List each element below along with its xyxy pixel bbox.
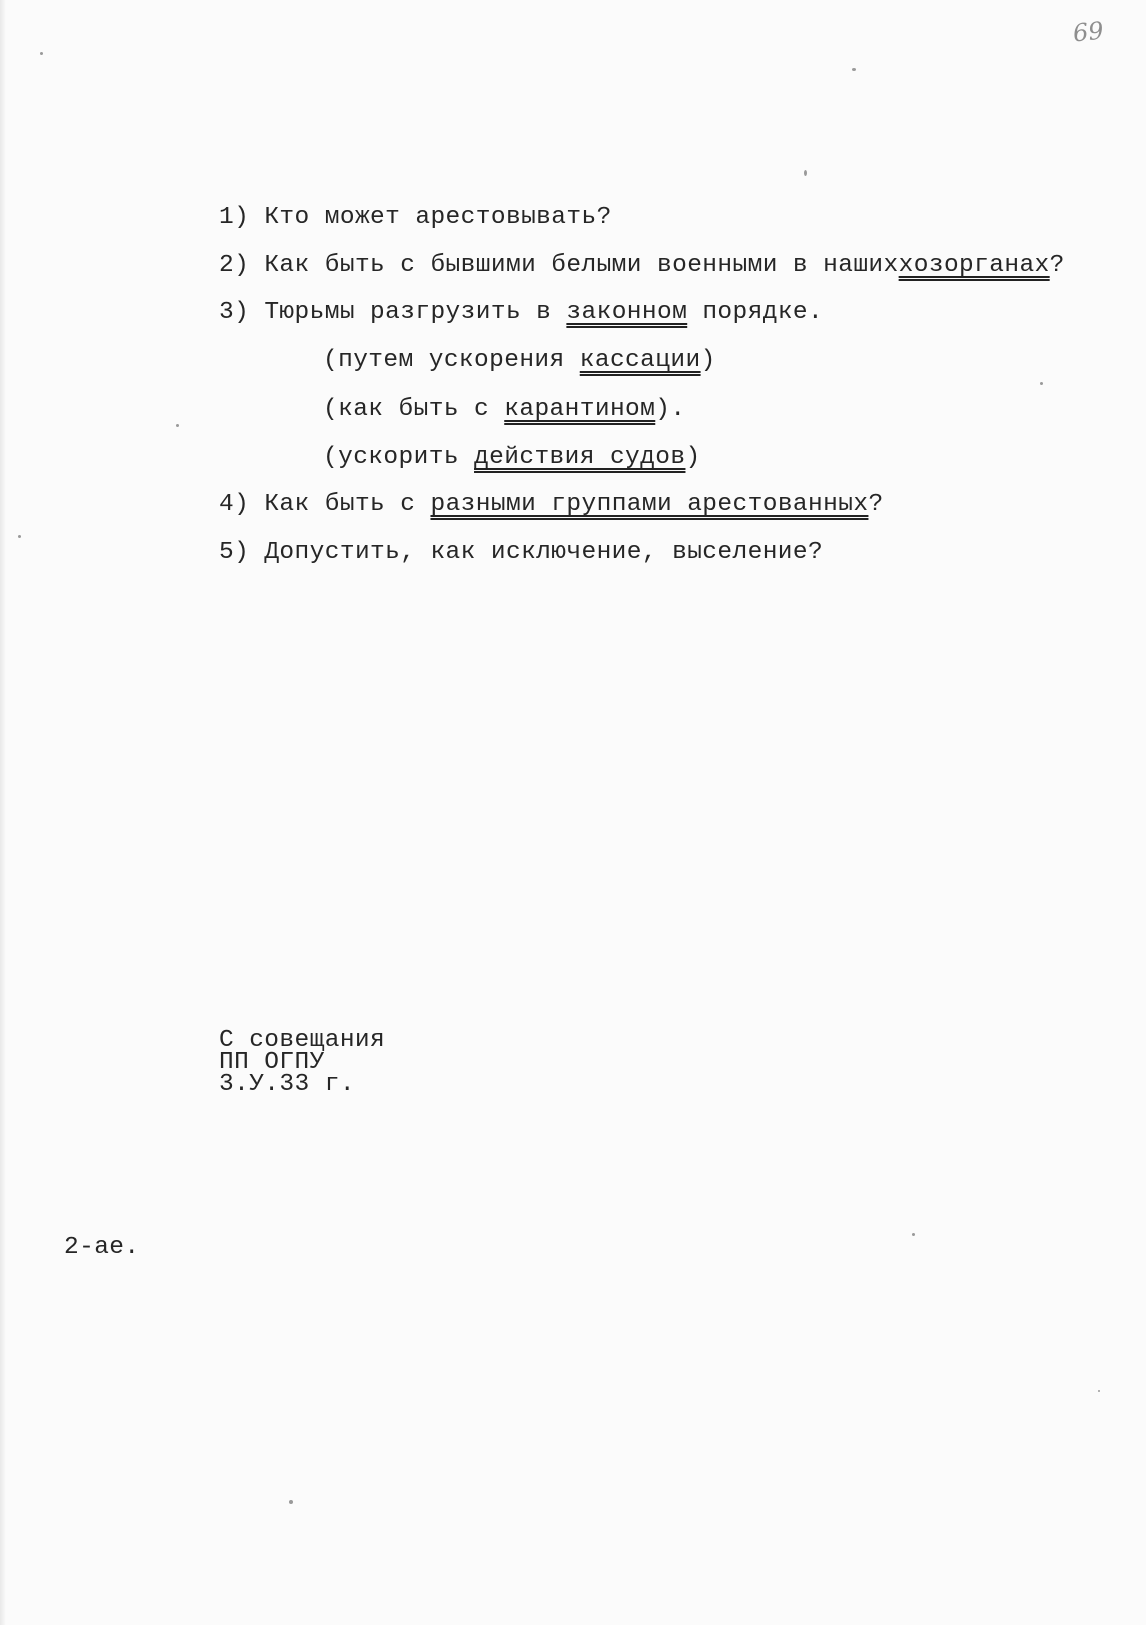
paper-speck (18, 535, 21, 538)
question-5: 5) Допустить, как исключение, выселение? (219, 539, 824, 566)
paper-speck (289, 1500, 293, 1504)
paper-speck (1098, 1390, 1100, 1392)
paper-speck (804, 170, 807, 176)
question-2: 2) Как быть с бывшими белыми военными в нашиххозорганах? (219, 252, 1065, 279)
paper-speck (176, 424, 179, 427)
question-3: 3) Тюрьмы разгрузить в законном порядке. (219, 299, 824, 326)
paper-speck (912, 1233, 915, 1236)
question-3-subitem-2: (как быть с карантином). (323, 396, 686, 423)
signature-line-1: С совещания (219, 1027, 386, 1054)
paper-speck (40, 52, 43, 55)
signature-line-3: 3.У.33 г. (219, 1071, 355, 1098)
underlined-term: действия судов (474, 444, 686, 471)
question-3-subitem-3: (ускорить действия судов) (323, 444, 701, 471)
paper-speck (1040, 382, 1043, 385)
paper-edge-shadow (0, 0, 6, 1625)
question-3-subitem-1: (путем ускорения кассации) (323, 347, 716, 374)
underlined-term: кассации (579, 347, 701, 374)
signature-line-2: ПП ОГПУ (219, 1049, 325, 1076)
paper-speck (852, 68, 856, 71)
question-1: 1) Кто может арестовывать? (219, 204, 612, 231)
handwritten-page-number: 69 (1071, 16, 1105, 48)
underlined-term: карантином (504, 396, 656, 423)
underlined-term: хозорганах (898, 252, 1050, 279)
underlined-term: разными группами арестованных (430, 491, 869, 518)
underlined-term: законном (566, 299, 688, 326)
copies-note: 2-ае. (64, 1234, 140, 1261)
question-4: 4) Как быть с разными группами арестованных? (219, 491, 884, 518)
